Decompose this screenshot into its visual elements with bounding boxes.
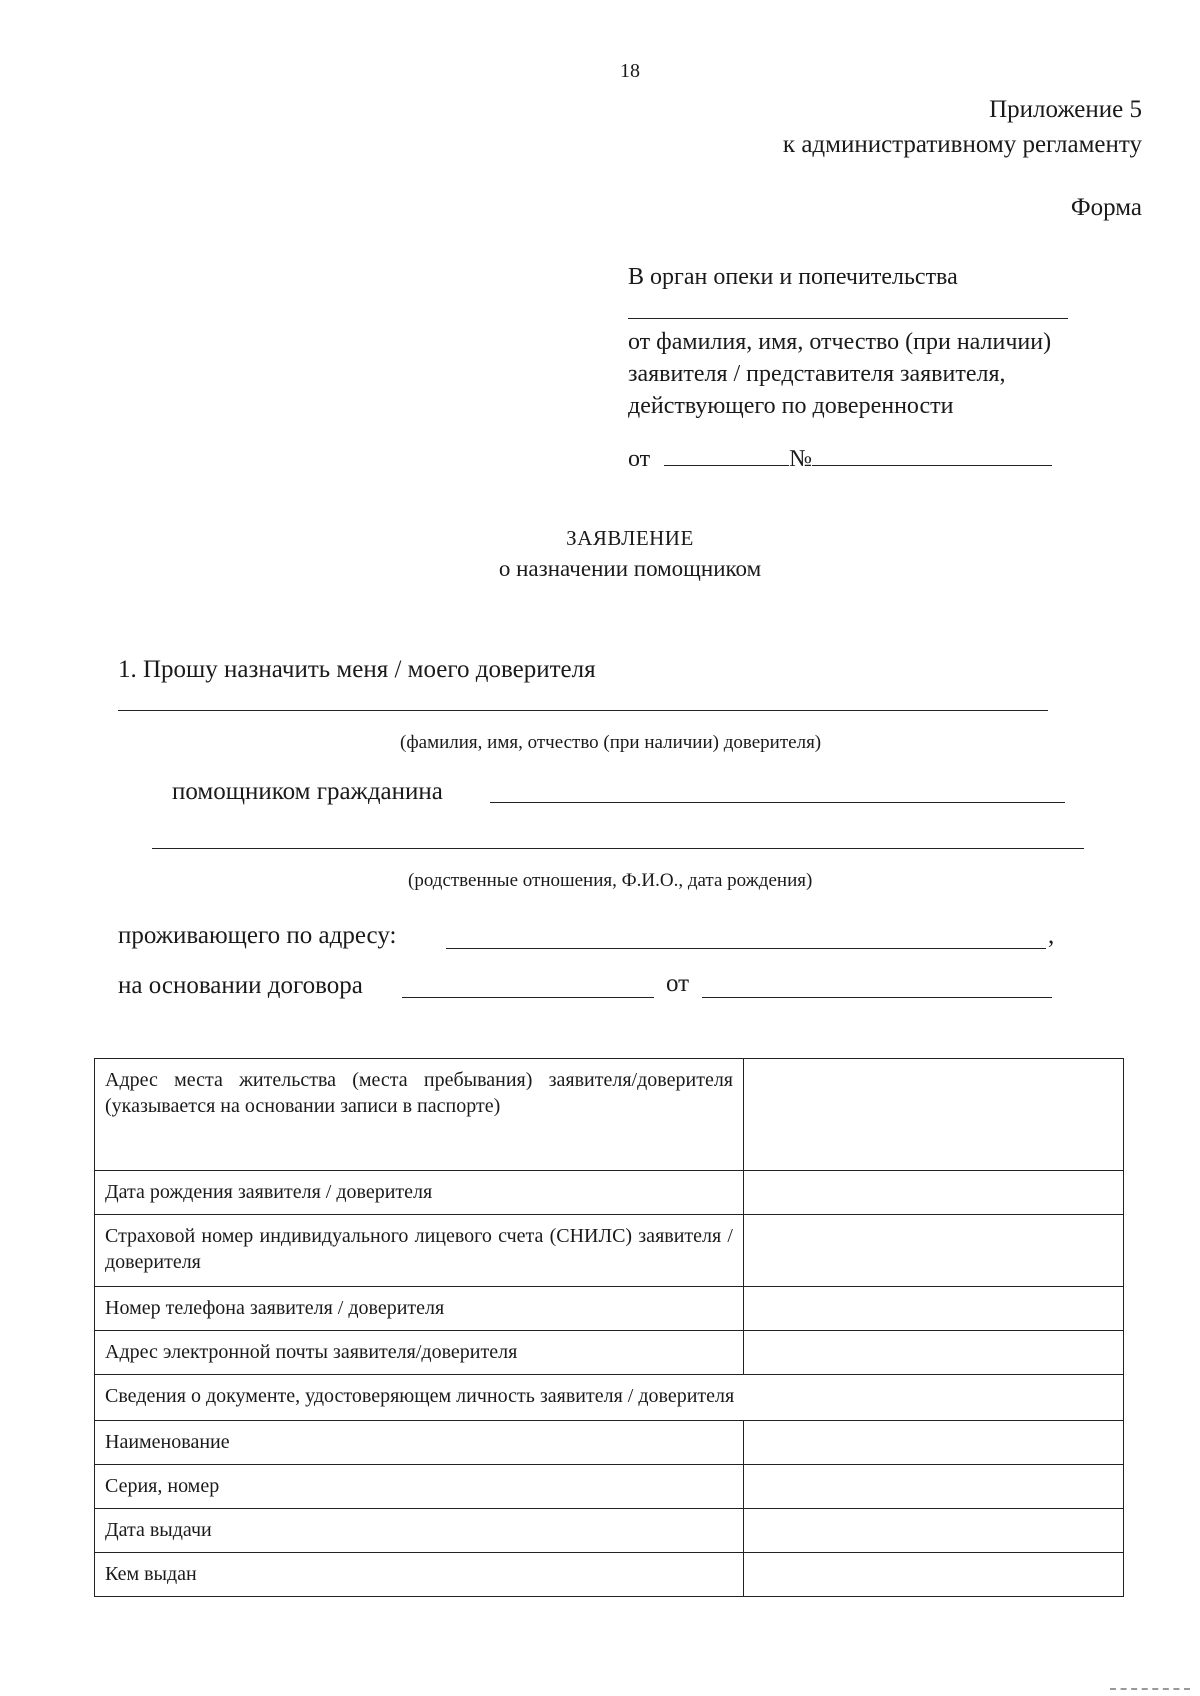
table-row <box>95 1421 1124 1465</box>
citizen-line-2[interactable] <box>152 848 1084 849</box>
number-sign: № <box>789 446 813 472</box>
row-value-series-number[interactable] <box>744 1465 1124 1509</box>
applicant-info-table <box>94 1058 1124 1597</box>
row-label-snils: Страховой номер индивидуального лицевого счета (СНИЛС) заявителя / доверителя <box>95 1215 744 1287</box>
row-label-email: Адрес электронной почты заявителя/доверителя <box>95 1331 744 1375</box>
table-row <box>95 1553 1124 1597</box>
table-row <box>95 1059 1124 1171</box>
row-value-issued-by[interactable] <box>744 1553 1124 1597</box>
trustee-name-hint: (фамилия, имя, отчество (при наличии) доверителя) <box>400 732 822 753</box>
row-value-email[interactable] <box>744 1331 1124 1375</box>
relation-hint: (родственные отношения, Ф.И.О., дата рождения) <box>408 870 813 891</box>
document-subtitle: о назначении помощником <box>498 556 762 581</box>
addressee-text: В орган опеки и попечительства <box>628 264 958 290</box>
page-number: 18 <box>620 60 640 82</box>
row-label-address: Адрес места жительства (места пребывания) заявителя/доверителя (указывается на основании записи в паспорте) <box>95 1059 744 1171</box>
row-label-issue-date: Дата выдачи <box>95 1509 744 1553</box>
table-row <box>95 1509 1124 1553</box>
row-label-id-document: Сведения о документе, удостоверяющем личность заявителя / доверителя <box>95 1375 1124 1421</box>
row-label-phone: Номер телефона заявителя / доверителя <box>95 1287 744 1331</box>
appendix-label: Приложение 5 <box>989 96 1142 123</box>
address-line[interactable] <box>446 948 1046 949</box>
trustee-name-line[interactable] <box>118 710 1048 711</box>
from-prefix: от <box>628 446 651 472</box>
form-label: Форма <box>1070 194 1142 221</box>
request-text: 1. Прошу назначить меня / моего доверителя <box>118 656 596 683</box>
addressee-blank-line[interactable] <box>628 318 1068 319</box>
applicant-description: от фамилия, имя, отчество (при наличии) заявителя / представителя заявителя, действующего по доверенности <box>628 329 1052 419</box>
table-row <box>95 1215 1124 1287</box>
contract-date-line[interactable] <box>702 997 1052 998</box>
from-date-number-line <box>628 445 1052 473</box>
scan-artifact <box>1110 1682 1190 1690</box>
table-row <box>95 1331 1124 1375</box>
row-value-address[interactable] <box>744 1059 1124 1171</box>
row-label-doc-name: Наименование <box>95 1421 744 1465</box>
table-row <box>95 1287 1124 1331</box>
number-blank[interactable] <box>812 445 1052 466</box>
row-label-issued-by: Кем выдан <box>95 1553 744 1597</box>
appendix-subtitle: к административному регламенту <box>782 131 1142 158</box>
residing-label: проживающего по адресу: <box>118 922 397 949</box>
table-row <box>95 1375 1124 1421</box>
date-blank[interactable] <box>664 445 789 466</box>
contract-label: на основании договора <box>118 972 363 999</box>
row-value-birthdate[interactable] <box>744 1171 1124 1215</box>
row-value-snils[interactable] <box>744 1215 1124 1287</box>
document-title: ЗАЯВЛЕНИЕ <box>566 526 694 550</box>
row-label-birthdate: Дата рождения заявителя / доверителя <box>95 1171 744 1215</box>
citizen-line-1[interactable] <box>490 802 1065 803</box>
contract-from-label: от <box>666 970 690 997</box>
table-row <box>95 1171 1124 1215</box>
row-value-phone[interactable] <box>744 1287 1124 1331</box>
address-comma: , <box>1048 922 1055 949</box>
row-value-doc-name[interactable] <box>744 1421 1124 1465</box>
row-value-issue-date[interactable] <box>744 1509 1124 1553</box>
row-label-series-number: Серия, номер <box>95 1465 744 1509</box>
assistant-of-label: помощником гражданина <box>172 778 443 805</box>
table-row <box>95 1465 1124 1509</box>
contract-number-line[interactable] <box>402 997 654 998</box>
